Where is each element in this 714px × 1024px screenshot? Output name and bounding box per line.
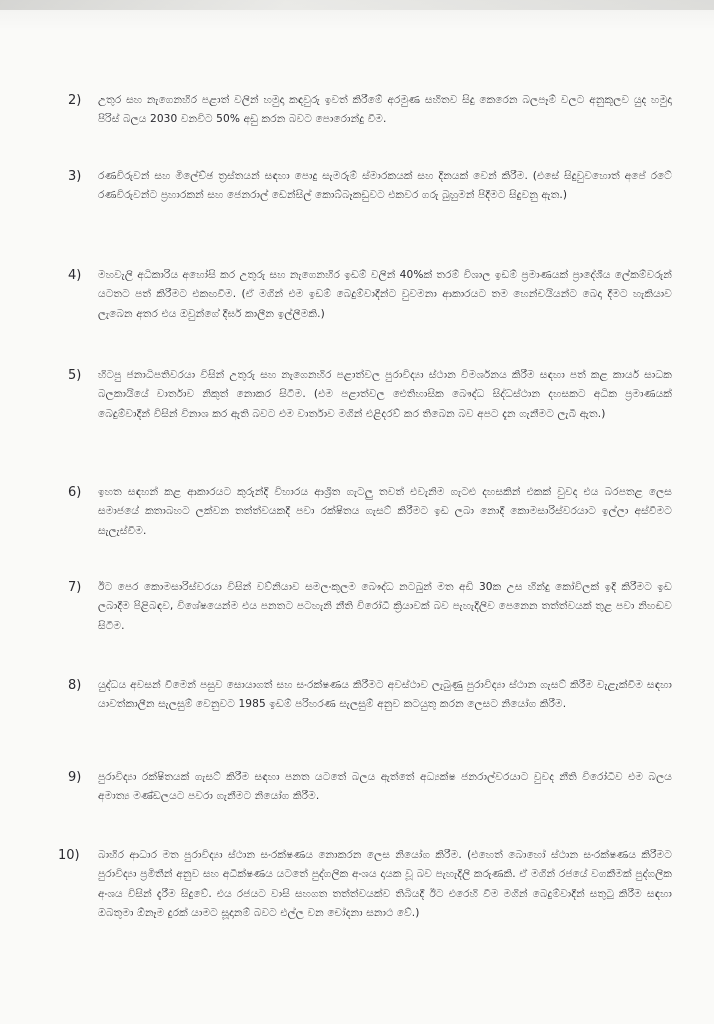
list-item-text: මහවැලි අධිකාරිය අහෝසි කර උතුරු සහ නැගෙනහිර ඉඩම් වලින් 40%ක් තරම් විශාල ඉඩම් ප්‍රමාණයක් ප්‍රාදේශීය ලේකම්වරුන් යටතට පත් කිරීමට එකඟවීම. (ඒ මගින් එම ඉඩම් බෙදුම්වාදීන්ට වුවමනා ආකාරයට තම හෙන්චයියන්ට බෙදා දීමට හැකියාව ලැබෙන අතර එය ඔවුන්ගේ දීර්ඝ කාලීන ඉල්ලීමකි.) bbox=[98, 269, 672, 320]
list-item-3 bbox=[68, 167, 672, 206]
list-item-number: 8) bbox=[68, 678, 82, 693]
list-item-number: 3) bbox=[68, 169, 82, 184]
list-item-text: රණවිරුවන් සහ මිලේච්ඡ ත්‍රස්තයන් සඳහා පොදු සැමරුම් ස්මාරකයක් සහ දිනයක් වෙන් කිරීම. (එසේ සිදුවුවහොත් අපේ රටේ රණවිරුවන්ට ප්‍රහාරකන් සහ ජෙනරාල් ඩෙන්සිල් කොබ්බෑකඩුවට එකවර ගරු බුහුමන් පිදීමට සිදුවනු ඇත.) bbox=[98, 170, 672, 202]
list-item-number: 7) bbox=[68, 580, 82, 595]
list-item-text: හිටපු ජනාධිපතිවරයා විසින් උතුරු සහ නැගෙනහිර පළාත්වල පුරාවිද්‍යා ස්ථාන විමර්ශනය කිරීම සඳහා පත් කළ කාර්ය සාධක බලකායියේ වාර්තාව නිකුත් නොකර සිටීම. (එම පළාත්වල ඓතිහාසික බෞද්ධ සිද්ධස්ථාන දහසකට අධික ප්‍රමාණයක් බෙදුම්වාදීන් විසින් විනාශ කර ඇති බවට එම වාර්තාව මගින් එළිදරව් කර තිබෙන බව අපට දැන ගැනීමට ලැබී ඇත.) bbox=[98, 369, 672, 420]
list-item-9 bbox=[68, 768, 672, 807]
list-item-number: 6) bbox=[68, 485, 82, 500]
list-item-text: ඊට පෙර කොමසාරිස්වරයා විසින් වව්නියාව සමලංකුලම බෞද්ධ නටබුන් මත අඩි 30ක උස හින්දු කෝවිලක් ඉදි කිරීමට ඉඩ ලබාදීම පිළිබඳව, විශේෂයෙන්ම එය පනතට පටහැනි නීති විරෝධී ක්‍රියාවක් බව පැහැදිලිව පෙනෙන තත්ත්වයක් තුළ පවා නිහඬව සිටීම. bbox=[98, 581, 672, 632]
list-item-text: පුරාවිද්‍යා රක්ෂිතයක් ගැසට් කිරීම සඳහා පනත යටතේ බලය ඇත්තේ අධ්‍යක්ෂ ජනරාල්වරයාට වුවද නීති විරෝධීව එම බලය අමාත්‍ය මණ්ඩලයට පවරා ගැනීමට නියෝග කිරීම. bbox=[98, 771, 672, 803]
list-item-text: යුද්ධය අවසන් වීමෙන් පසුව සොයාගත් සහ සංරක්ෂණය කිරීමට අවස්ථාව ලැබුණු පුරාවිද්‍යා ස්ථාන ගැසට් කිරීම වැළැක්වීම සඳහා යාවත්කාලීන සැලසුම් වෙනුවට 1985 ඉඩම් පරිහරණ සැලසුම් අනුව කටයුතු කරන ලෙසට නියෝග කිරීම. bbox=[98, 679, 672, 711]
list-item-6 bbox=[68, 483, 672, 541]
list-item-2 bbox=[68, 91, 672, 130]
list-item-number: 10) bbox=[58, 848, 80, 863]
list-item-5 bbox=[68, 366, 672, 424]
list-item-number: 9) bbox=[68, 770, 82, 785]
list-item-text: ඉහත සඳහන් කළ ආකාරයට කුරුන්දි විහාරය ආශ්‍රිත ගැටලු තවත් එවැනිම ගැටළු දහසකින් එකක් වුවද එය බරපතළ ලෙස සමාජයේ කතාබහට ලක්වන තත්ත්වයකදී පවා රක්ෂිතය ගැසට් කිරීමට ඉඩ ලබා නොදී කොමසාරිස්වරයාට ඉල්ලා අස්වීමට සැලැස්වීම. bbox=[98, 486, 672, 537]
list-item-8 bbox=[68, 676, 672, 715]
list-item-number: 5) bbox=[68, 368, 82, 383]
list-item-number: 2) bbox=[68, 93, 82, 108]
list-item-10 bbox=[58, 846, 672, 924]
list-item-4 bbox=[68, 266, 672, 324]
list-item-7 bbox=[68, 578, 672, 636]
list-item-number: 4) bbox=[68, 268, 82, 283]
list-item-text: බාහිර ආධාර මත පුරාවිද්‍යා ස්ථාන සංරක්ෂණය නොකරන ලෙස නියෝග කිරීම. (එහෙත් බොහෝ ස්ථාන සංරක්ෂණය කිරීමට පුරාවිද්‍යා ප්‍රමිතීන් අනුව සහ අධීක්ෂණය යටතේ පුද්ගලික අංශය දායක වූ බව පැහැදිලි කරුණකි. ඒ මගින් රජයේ වගකීමක් පුද්ගලික අංශය විසින් දැරීම සිදුවේ. එය රජයට වාසි සහගත තත්ත්වයක්ව තිබියදී ඊට එරෙහි වීම මගින් බෙදුම්වාදීන් සතුටු කිරීම සඳහා ඔබතුමා ඕනෑම දුරක් යාමට සූදානම් බවට එල්ල වන චෝදනා සනාථ වේ.) bbox=[98, 849, 672, 920]
page-top-edge bbox=[0, 0, 714, 10]
list-item-text: උතුර සහ නැගෙනහිර පළාත් වලින් හමුදා කඳවුරු ඉවත් කිරීමේ අරමුණ සහිතව සිදු කෙරෙන බලපෑම් වලට අනුකූලව යුද හමුදා පිරිස් බලය 2030 වනවිට 50% අඩු කරන බවට පොරොන්දු වීම. bbox=[98, 94, 672, 126]
